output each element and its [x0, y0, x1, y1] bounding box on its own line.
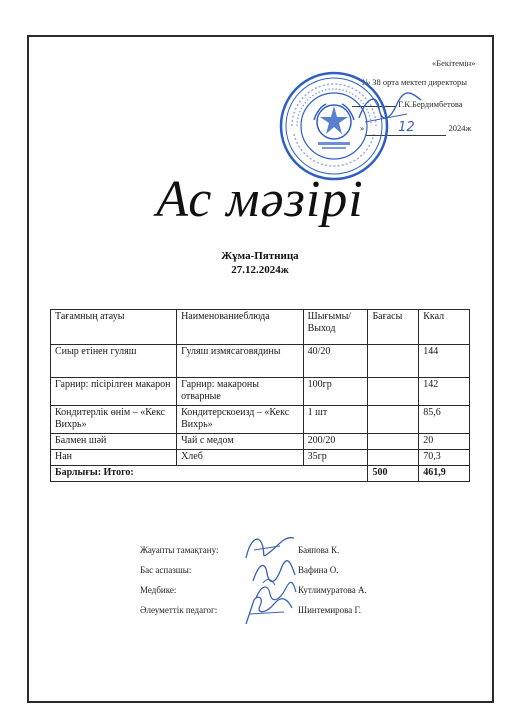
menu-table	[50, 309, 470, 482]
col-header-price: Бағасы	[368, 310, 419, 345]
cell-kcal: 85,6	[419, 406, 470, 434]
staff-name-nurse: Кутлимуратова А.	[298, 585, 367, 595]
cell-kcal: 144	[419, 345, 470, 378]
cell-price	[368, 434, 419, 450]
cell-price	[368, 450, 419, 466]
approval-director-name: Г.К.Бердимбетова	[398, 99, 463, 109]
day-label: Жұма-Пятница	[221, 250, 299, 262]
col-header-kz-name: Тағамның атауы	[51, 310, 177, 345]
menu-date: 27.12.2024ж	[231, 264, 289, 276]
cell-ru-name: Гарнир: макароны отварные	[177, 378, 304, 406]
cell-kcal: 20	[419, 434, 470, 450]
staff-name-social-pedagogue: Шинтемирова Г.	[298, 605, 361, 615]
cell-ru-name: Гуляш измясаговядины	[177, 345, 304, 378]
cell-output: 100гр	[303, 378, 368, 406]
staff-name-responsible: Баяпова К.	[298, 545, 340, 555]
staff-name-head-cook: Вафина О.	[298, 565, 339, 575]
staff-role-responsible: Жауапты тамақтану:	[140, 545, 219, 555]
cell-ru-name: Хлеб	[177, 450, 304, 466]
cell-kz-name: Кондитерлік өнім – «Кекс Вихрь»	[51, 406, 177, 434]
staff-role-head-cook: Бас аспазшы:	[140, 565, 192, 575]
cell-kcal: 70,3	[419, 450, 470, 466]
col-header-kcal: Ккал	[419, 310, 470, 345]
cell-output: 1 шт	[303, 406, 368, 434]
cell-output: 40/20	[303, 345, 368, 378]
staff-role-nurse: Медбике:	[140, 585, 177, 595]
approval-date-year: 2024ж	[448, 123, 472, 133]
total-price: 500	[368, 466, 419, 482]
table-total-row	[51, 466, 470, 482]
cell-ru-name: Чай с медом	[177, 434, 304, 450]
cell-output: 35гр	[303, 450, 368, 466]
staff-role-social-pedagogue: Әлеуметтік педагог:	[140, 605, 218, 615]
page-title: Ас мәзірі	[156, 171, 364, 228]
cell-price	[368, 378, 419, 406]
approval-position: № 38 орта мектеп директоры	[362, 77, 468, 87]
cell-price	[368, 406, 419, 434]
director-signature	[355, 88, 425, 128]
col-header-ru-name: Наименованиеблюда	[177, 310, 304, 345]
cell-output: 200/20	[303, 434, 368, 450]
approval-date-quote: »	[360, 123, 365, 133]
total-label: Барлығы: Итого:	[51, 466, 368, 482]
total-kcal: 461,9	[419, 466, 470, 482]
approval-heading: «Бекітемін»	[432, 58, 476, 68]
table-header-row	[51, 310, 470, 345]
table-row	[51, 434, 470, 450]
approval-date-month-handwritten: 12	[398, 120, 415, 135]
cell-price	[368, 345, 419, 378]
cell-ru-name: Кондитерскоеизд – «Кекс Вихрь»	[177, 406, 304, 434]
col-header-output: Шығымы/ Выход	[303, 310, 368, 345]
table-row	[51, 450, 470, 466]
cell-kz-name: Сиыр етінен гуляш	[51, 345, 177, 378]
cell-kcal: 142	[419, 378, 470, 406]
table-row	[51, 378, 470, 406]
signature-social-pedagogue	[238, 592, 298, 628]
cell-kz-name: Гарнир: пісірілген макарон	[51, 378, 177, 406]
cell-kz-name: Балмен шәй	[51, 434, 177, 450]
table-row	[51, 345, 470, 378]
cell-kz-name: Нан	[51, 450, 177, 466]
table-row	[51, 406, 470, 434]
